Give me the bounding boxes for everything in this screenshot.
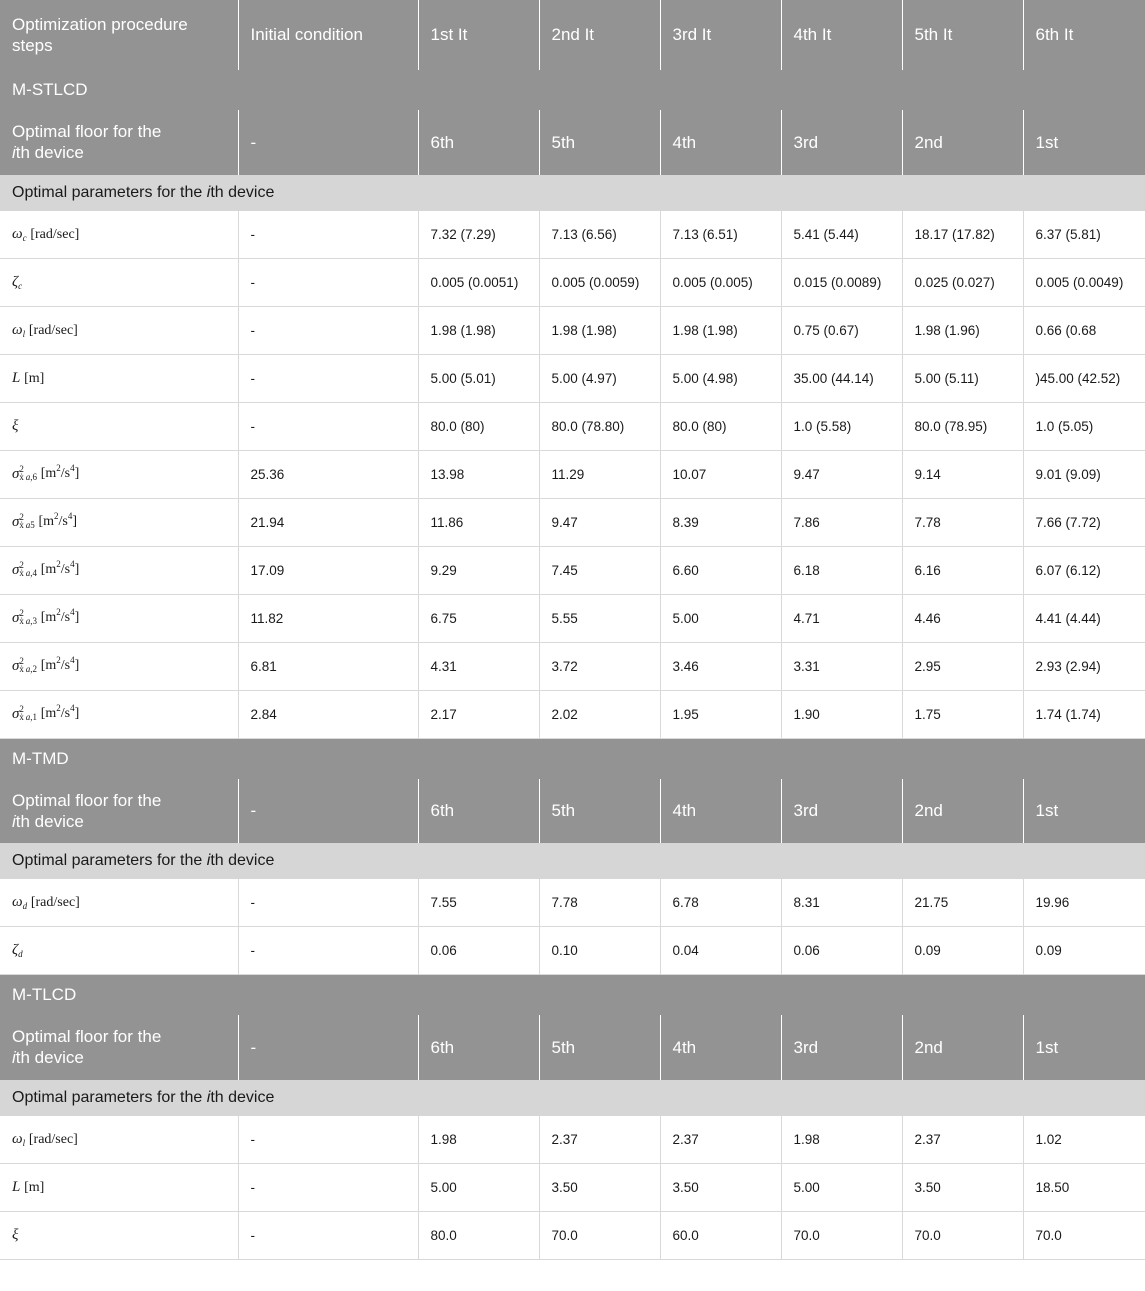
floor-value-it4: 3rd — [781, 779, 902, 844]
row-label-sigma-xa2: σ 2 ẋ a,2 $[m^2/s^4]$ — [0, 642, 238, 690]
cell-it4: 0.06 — [781, 927, 902, 975]
cell-it4: 5.00 — [781, 1163, 902, 1211]
cell-it6: )45.00 (42.52) — [1023, 354, 1145, 402]
cell-it1: 80.0 (80) — [418, 402, 539, 450]
subsection-header-m-tmd-params — [0, 843, 1145, 879]
floor-value-it3: 4th — [660, 110, 781, 175]
cell-it5: 7.78 — [902, 498, 1023, 546]
cell-it5: 5.00 (5.11) — [902, 354, 1023, 402]
cell-it5: 2.37 — [902, 1116, 1023, 1164]
optimal-floor-label-line2: th device — [15, 1048, 84, 1068]
subsection-title-pre: Optimal parameters for the — [12, 852, 207, 869]
column-header-initial-condition: Initial condition — [238, 0, 418, 70]
cell-it1: 11.86 — [418, 498, 539, 546]
section-header-m-stlcd — [0, 70, 1145, 110]
cell-it2: 5.55 — [539, 594, 660, 642]
table-row — [0, 690, 1145, 738]
cell-it3: 2.37 — [660, 1116, 781, 1164]
cell-it6: 18.50 — [1023, 1163, 1145, 1211]
cell-it3: 3.50 — [660, 1163, 781, 1211]
cell-it6: 1.02 — [1023, 1116, 1145, 1164]
optimal-floor-row-m-stlcd — [0, 110, 1145, 175]
cell-it3: 0.005 (0.005) — [660, 258, 781, 306]
table-row — [0, 258, 1145, 306]
floor-value-it3: 4th — [660, 779, 781, 844]
row-label-zeta-d: $\zeta_d$ — [0, 927, 238, 975]
cell-it2: 3.50 — [539, 1163, 660, 1211]
floor-value-initial: - — [238, 110, 418, 175]
cell-it2: 80.0 (78.80) — [539, 402, 660, 450]
cell-it1: 1.98 — [418, 1116, 539, 1164]
cell-it6: 9.01 (9.09) — [1023, 450, 1145, 498]
cell-it6: 70.0 — [1023, 1211, 1145, 1259]
column-header-5th-it: 5th It — [902, 0, 1023, 70]
optimal-floor-label — [0, 110, 238, 175]
table-row — [0, 354, 1145, 402]
subsection-title — [0, 1080, 1145, 1116]
cell-it5: 1.98 (1.96) — [902, 306, 1023, 354]
cell-it1: 9.29 — [418, 546, 539, 594]
device-index-italic: i — [206, 852, 211, 869]
floor-value-initial: - — [238, 779, 418, 844]
optimal-floor-label-line2: th device — [15, 143, 84, 163]
cell-it3: 60.0 — [660, 1211, 781, 1259]
row-label-omega-c: $\omega_c$ [rad/sec] — [0, 211, 238, 259]
section-header-m-tlcd — [0, 975, 1145, 1016]
cell-it2: 2.02 — [539, 690, 660, 738]
cell-it1: 5.00 — [418, 1163, 539, 1211]
cell-it3: 5.00 (4.98) — [660, 354, 781, 402]
cell-it1: 5.00 (5.01) — [418, 354, 539, 402]
floor-value-it5: 2nd — [902, 779, 1023, 844]
floor-value-it4: 3rd — [781, 1015, 902, 1080]
table-row — [0, 211, 1145, 259]
subsection-title — [0, 175, 1145, 211]
cell-it2: 70.0 — [539, 1211, 660, 1259]
optimal-floor-label-line1: Optimal floor for the — [12, 122, 162, 141]
cell-it4: 9.47 — [781, 450, 902, 498]
row-label-sigma-xa6: σ 2 ẋ a,6 $[m^2/s^4]$ — [0, 450, 238, 498]
table-row — [0, 546, 1145, 594]
cell-it1: 13.98 — [418, 450, 539, 498]
table-row — [0, 1116, 1145, 1164]
subsection-title-post: th device — [210, 1088, 275, 1106]
cell-it6: 0.09 — [1023, 927, 1145, 975]
optimal-floor-label — [0, 779, 238, 844]
cell-it2: 9.47 — [539, 498, 660, 546]
cell-it3: 0.04 — [660, 927, 781, 975]
subsection-title-pre: Optimal parameters for the — [12, 183, 207, 201]
column-header-2nd-it: 2nd It — [539, 0, 660, 70]
cell-it5: 0.025 (0.027) — [902, 258, 1023, 306]
floor-value-it3: 4th — [660, 1015, 781, 1080]
cell-initial: - — [238, 879, 418, 927]
row-label-omega-l: $\omega_l$ [rad/sec] — [0, 1116, 238, 1164]
device-index-italic: i — [206, 183, 211, 201]
cell-it5: 9.14 — [902, 450, 1023, 498]
cell-initial: 11.82 — [238, 594, 418, 642]
cell-it3: 3.46 — [660, 642, 781, 690]
cell-initial: 17.09 — [238, 546, 418, 594]
table-header-row — [0, 0, 1145, 70]
cell-it5: 18.17 (17.82) — [902, 211, 1023, 259]
table-row — [0, 450, 1145, 498]
device-index-italic: i — [12, 1048, 16, 1068]
floor-value-it1: 6th — [418, 110, 539, 175]
cell-it3: 8.39 — [660, 498, 781, 546]
row-label-xi: ξ — [0, 1211, 238, 1259]
cell-it1: 80.0 — [418, 1211, 539, 1259]
floor-value-it2: 5th — [539, 779, 660, 844]
floor-value-it5: 2nd — [902, 110, 1023, 175]
cell-initial: - — [238, 211, 418, 259]
cell-it4: 8.31 — [781, 879, 902, 927]
cell-it4: 1.0 (5.58) — [781, 402, 902, 450]
cell-initial: - — [238, 1211, 418, 1259]
cell-it2: 0.005 (0.0059) — [539, 258, 660, 306]
floor-value-it1: 6th — [418, 1015, 539, 1080]
subsection-title-post: th device — [210, 852, 275, 869]
row-label-sigma-xa5: σ 2 ẋ a5 $[m^2/s^4]$ — [0, 498, 238, 546]
cell-it1: 2.17 — [418, 690, 539, 738]
cell-it4: 4.71 — [781, 594, 902, 642]
optimal-floor-label-line2: th device — [15, 811, 84, 831]
subsection-title-pre: Optimal parameters for the — [12, 1088, 207, 1106]
cell-it5: 0.09 — [902, 927, 1023, 975]
cell-it4: 0.015 (0.0089) — [781, 258, 902, 306]
cell-it4: 1.90 — [781, 690, 902, 738]
floor-value-it6: 1st — [1023, 779, 1145, 844]
cell-it1: 0.005 (0.0051) — [418, 258, 539, 306]
subsection-header-m-stlcd-params — [0, 175, 1145, 211]
cell-it6: 2.93 (2.94) — [1023, 642, 1145, 690]
cell-it1: 7.32 (7.29) — [418, 211, 539, 259]
cell-initial: - — [238, 402, 418, 450]
cell-it6: 1.0 (5.05) — [1023, 402, 1145, 450]
cell-initial: - — [238, 354, 418, 402]
table-row — [0, 879, 1145, 927]
device-index-italic: i — [12, 143, 16, 163]
cell-it4: 70.0 — [781, 1211, 902, 1259]
cell-it5: 2.95 — [902, 642, 1023, 690]
floor-value-it1: 6th — [418, 779, 539, 844]
floor-value-it4: 3rd — [781, 110, 902, 175]
table-row — [0, 1163, 1145, 1211]
cell-initial: 25.36 — [238, 450, 418, 498]
cell-it4: 7.86 — [781, 498, 902, 546]
cell-it3: 5.00 — [660, 594, 781, 642]
cell-it4: 1.98 — [781, 1116, 902, 1164]
cell-initial: 21.94 — [238, 498, 418, 546]
table-row — [0, 1211, 1145, 1259]
floor-value-it2: 5th — [539, 110, 660, 175]
cell-it6: 7.66 (7.72) — [1023, 498, 1145, 546]
cell-it6: 0.66 (0.68 — [1023, 306, 1145, 354]
cell-it5: 70.0 — [902, 1211, 1023, 1259]
cell-it1: 1.98 (1.98) — [418, 306, 539, 354]
section-header-m-tmd — [0, 738, 1145, 779]
cell-it2: 1.98 (1.98) — [539, 306, 660, 354]
column-header-steps: Optimization procedure steps — [0, 0, 238, 70]
cell-it2: 2.37 — [539, 1116, 660, 1164]
cell-initial: 2.84 — [238, 690, 418, 738]
section-title: M-STLCD — [0, 70, 1145, 110]
row-label-xi: ξ — [0, 402, 238, 450]
cell-it6: 19.96 — [1023, 879, 1145, 927]
table-row — [0, 498, 1145, 546]
row-label-L: L [m] — [0, 354, 238, 402]
cell-it5: 4.46 — [902, 594, 1023, 642]
cell-it6: 0.005 (0.0049) — [1023, 258, 1145, 306]
floor-value-it6: 1st — [1023, 110, 1145, 175]
cell-it2: 5.00 (4.97) — [539, 354, 660, 402]
cell-it3: 80.0 (80) — [660, 402, 781, 450]
cell-it6: 6.37 (5.81) — [1023, 211, 1145, 259]
row-label-zeta-c: $\zeta_c$ — [0, 258, 238, 306]
row-label-omega-d: $\omega_d$ [rad/sec] — [0, 879, 238, 927]
cell-it5: 1.75 — [902, 690, 1023, 738]
cell-it4: 3.31 — [781, 642, 902, 690]
cell-it6: 1.74 (1.74) — [1023, 690, 1145, 738]
subsection-title — [0, 843, 1145, 879]
cell-it4: 0.75 (0.67) — [781, 306, 902, 354]
cell-initial: - — [238, 1163, 418, 1211]
section-title: M-TLCD — [0, 975, 1145, 1016]
optimal-floor-row-m-tlcd — [0, 1015, 1145, 1080]
cell-it3: 6.78 — [660, 879, 781, 927]
cell-it4: 5.41 (5.44) — [781, 211, 902, 259]
table-row — [0, 402, 1145, 450]
column-header-1st-it: 1st It — [418, 0, 539, 70]
table-row — [0, 642, 1145, 690]
floor-value-it6: 1st — [1023, 1015, 1145, 1080]
cell-it4: 6.18 — [781, 546, 902, 594]
cell-initial: - — [238, 927, 418, 975]
cell-it6: 6.07 (6.12) — [1023, 546, 1145, 594]
cell-it1: 0.06 — [418, 927, 539, 975]
cell-it2: 3.72 — [539, 642, 660, 690]
row-label-sigma-xa3: σ 2 ẋ a,3 $[m^2/s^4]$ — [0, 594, 238, 642]
cell-it3: 10.07 — [660, 450, 781, 498]
column-header-6th-it: 6th It — [1023, 0, 1145, 70]
floor-value-initial: - — [238, 1015, 418, 1080]
column-header-3rd-it: 3rd It — [660, 0, 781, 70]
floor-value-it2: 5th — [539, 1015, 660, 1080]
cell-initial: - — [238, 258, 418, 306]
optimal-floor-label — [0, 1015, 238, 1080]
cell-initial: - — [238, 1116, 418, 1164]
cell-it5: 80.0 (78.95) — [902, 402, 1023, 450]
cell-it5: 3.50 — [902, 1163, 1023, 1211]
cell-it1: 6.75 — [418, 594, 539, 642]
subsection-header-m-tlcd-params — [0, 1080, 1145, 1116]
cell-it3: 1.98 (1.98) — [660, 306, 781, 354]
cell-it2: 7.45 — [539, 546, 660, 594]
row-label-sigma-xa1: σ 2 ẋ a,1 $[m^2/s^4]$ — [0, 690, 238, 738]
cell-it4: 35.00 (44.14) — [781, 354, 902, 402]
cell-it2: 7.78 — [539, 879, 660, 927]
cell-it5: 21.75 — [902, 879, 1023, 927]
table-row — [0, 594, 1145, 642]
row-label-omega-l: $\omega_l$ [rad/sec] — [0, 306, 238, 354]
cell-it5: 6.16 — [902, 546, 1023, 594]
optimal-floor-label-line1: Optimal floor for the — [12, 1027, 162, 1046]
cell-it1: 4.31 — [418, 642, 539, 690]
table-row — [0, 927, 1145, 975]
cell-it6: 4.41 (4.44) — [1023, 594, 1145, 642]
section-title: M-TMD — [0, 738, 1145, 779]
column-header-4th-it: 4th It — [781, 0, 902, 70]
device-index-italic: i — [12, 811, 16, 831]
row-label-L: L [m] — [0, 1163, 238, 1211]
subsection-title-post: th device — [210, 183, 275, 201]
cell-it2: 0.10 — [539, 927, 660, 975]
device-index-italic: i — [206, 1088, 211, 1106]
optimal-floor-label-line1: Optimal floor for the — [12, 790, 162, 810]
cell-it3: 7.13 (6.51) — [660, 211, 781, 259]
table-row — [0, 306, 1145, 354]
cell-initial: 6.81 — [238, 642, 418, 690]
cell-it2: 7.13 (6.56) — [539, 211, 660, 259]
cell-it1: 7.55 — [418, 879, 539, 927]
cell-initial: - — [238, 306, 418, 354]
optimal-floor-row-m-tmd — [0, 779, 1145, 844]
row-label-sigma-xa4: σ 2 ẋ a,4 $[m^2/s^4]$ — [0, 546, 238, 594]
cell-it2: 11.29 — [539, 450, 660, 498]
cell-it3: 1.95 — [660, 690, 781, 738]
floor-value-it5: 2nd — [902, 1015, 1023, 1080]
cell-it3: 6.60 — [660, 546, 781, 594]
